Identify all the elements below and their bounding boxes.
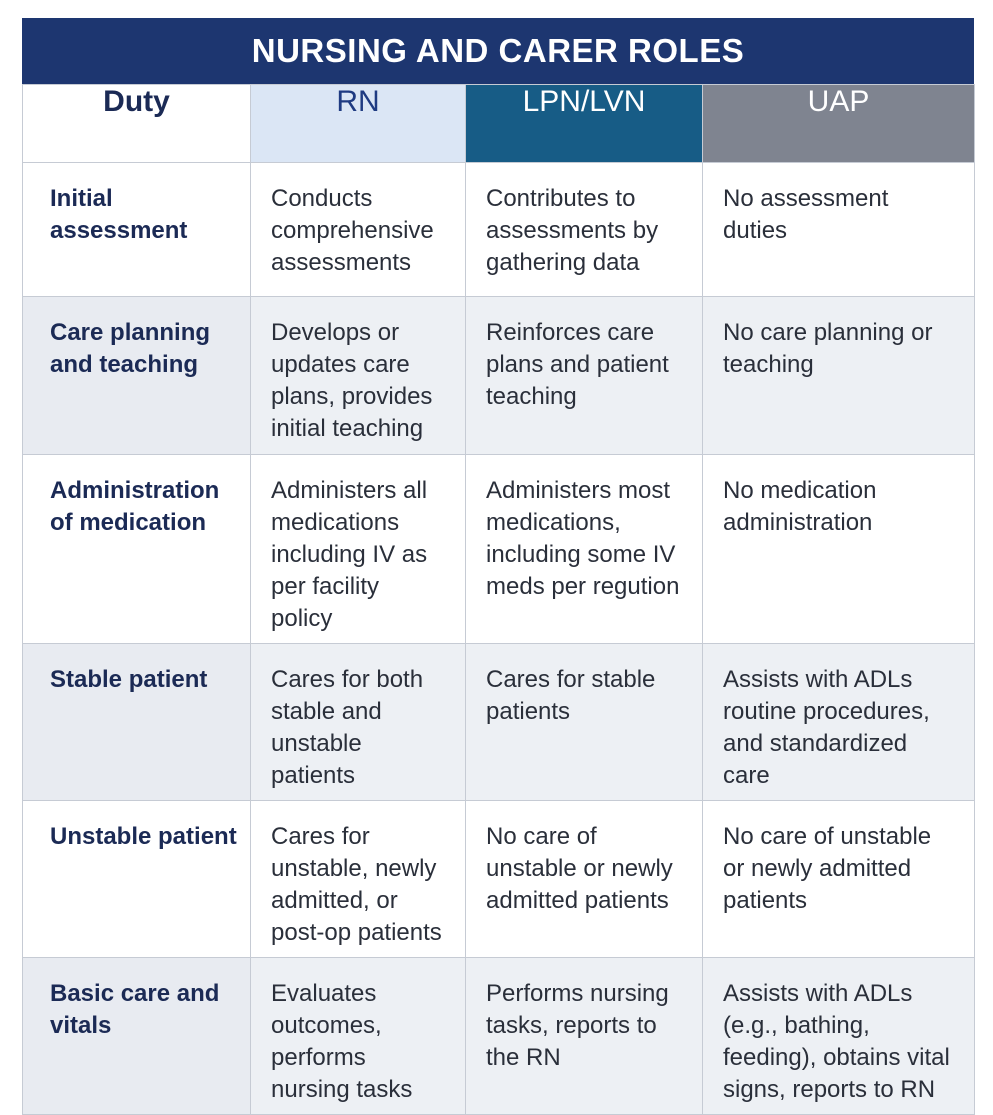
uap-cell: No care of unstable or newly admitted patients — [703, 801, 975, 958]
uap-cell: Assists with ADLs (e.g., bathing, feeding), obtains vital signs, reports to RN — [703, 958, 975, 1115]
roles-table — [22, 84, 975, 1115]
lpn-cell: Cares for stable patients — [466, 644, 703, 801]
rn-cell: Develops or updates care plans, provides initial teaching — [251, 297, 466, 455]
column-header-duty: Duty — [23, 85, 251, 163]
lpn-cell: No care of unstable or newly admitted patients — [466, 801, 703, 958]
lpn-cell: Contributes to assessments by gathering data — [466, 163, 703, 297]
lpn-cell: Reinforces care plans and patient teaching — [466, 297, 703, 455]
uap-cell: No care planning or teaching — [703, 297, 975, 455]
table-row — [23, 644, 975, 801]
duty-cell: Initial assessment — [23, 163, 251, 297]
column-header-lpn: LPN/LVN — [466, 85, 703, 163]
uap-cell: No medication administration — [703, 455, 975, 644]
duty-cell: Care planning and teaching — [23, 297, 251, 455]
duty-cell: Administration of medication — [23, 455, 251, 644]
duty-cell: Unstable patient — [23, 801, 251, 958]
rn-cell: Cares for both stable and unstable patients — [251, 644, 466, 801]
table-row — [23, 958, 975, 1115]
rn-cell: Evaluates outcomes, performs nursing tasks — [251, 958, 466, 1115]
rn-cell: Cares for unstable, newly admitted, or post-op patients — [251, 801, 466, 958]
rn-cell: Administers all medications including IV as per facility policy — [251, 455, 466, 644]
lpn-cell: Administers most medications, including some IV meds per regution — [466, 455, 703, 644]
lpn-cell: Performs nursing tasks, reports to the RN — [466, 958, 703, 1115]
column-header-uap: UAP — [703, 85, 975, 163]
rn-cell: Conducts comprehensive assessments — [251, 163, 466, 297]
header-row — [23, 85, 975, 163]
table-row — [23, 297, 975, 455]
table-row — [23, 163, 975, 297]
duty-cell: Basic care and vitals — [23, 958, 251, 1115]
uap-cell: Assists with ADLs routine procedures, and standardized care — [703, 644, 975, 801]
uap-cell: No assessment duties — [703, 163, 975, 297]
table-row — [23, 801, 975, 958]
column-header-rn: RN — [251, 85, 466, 163]
page-title: NURSING AND CARER ROLES — [22, 18, 974, 84]
duty-cell: Stable patient — [23, 644, 251, 801]
table-row — [23, 455, 975, 644]
